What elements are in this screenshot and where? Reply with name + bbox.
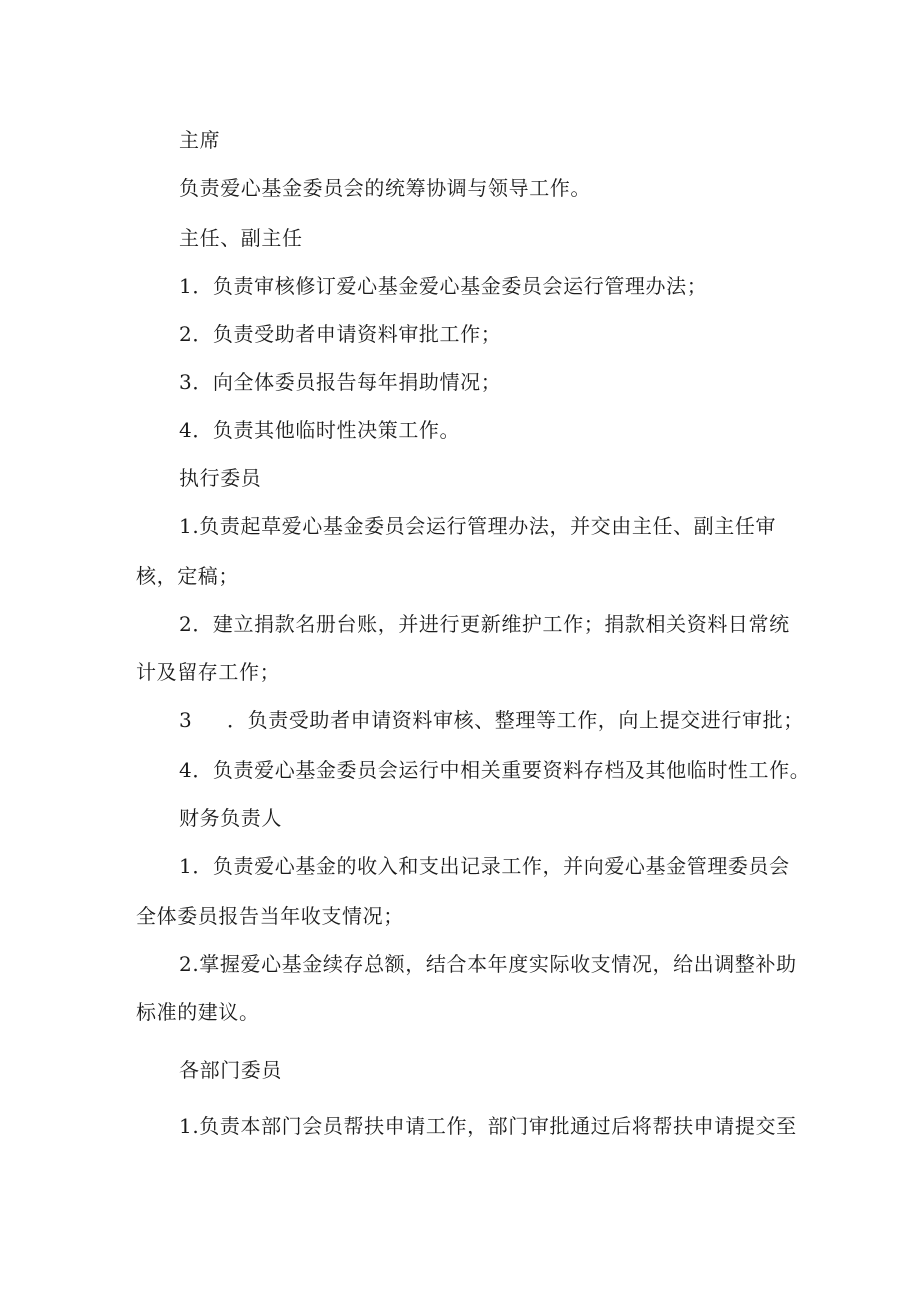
list-item: 4．负责其他临时性决策工作。 [179,418,461,442]
list-item-continuation: 计及留存工作； [136,660,281,684]
section-heading-chairman: 主席 [179,128,221,152]
section-heading-departments: 各部门委员 [179,1058,282,1082]
list-item: ．负责受助者申请资料审核、整理等工作，向上提交进行审批； [227,708,804,732]
list-item: 2．负责受助者申请资料审批工作； [179,322,502,346]
list-item: 2．建立捐款名册台账，并进行更新维护工作；捐款相关资料日常统 [179,612,790,636]
list-item-continuation: 全体委员报告当年收支情况； [136,904,404,928]
list-item-continuation: 核，定稿； [136,564,239,588]
list-item-number: 3 [179,708,193,732]
list-item: 4．负责爱心基金委员会运行中相关重要资料存档及其他临时性工作。 [179,758,811,782]
list-item: 3．向全体委员报告每年捐助情况； [179,370,502,394]
section-heading-finance: 财务负责人 [179,806,282,830]
section-heading-director: 主任、副主任 [179,226,303,250]
list-item: 2.掌握爱心基金续存总额，结合本年度实际收支情况，给出调整补助 [179,952,797,976]
section-heading-executive: 执行委员 [179,466,262,490]
list-item: 1．负责审核修订爱心基金爱心基金委员会运行管理办法； [179,274,708,298]
list-item-continuation: 标准的建议。 [136,1000,260,1024]
list-item: 1.负责本部门会员帮扶申请工作，部门审批通过后将帮扶申请提交至 [179,1114,797,1138]
list-item: 1．负责爱心基金的收入和支出记录工作，并向爱心基金管理委员会 [179,854,790,878]
paragraph-line: 负责爱心基金委员会的统筹协调与领导工作。 [179,176,591,200]
list-item: 1.负责起草爱心基金委员会运行管理办法，并交由主任、副主任审 [179,514,777,538]
